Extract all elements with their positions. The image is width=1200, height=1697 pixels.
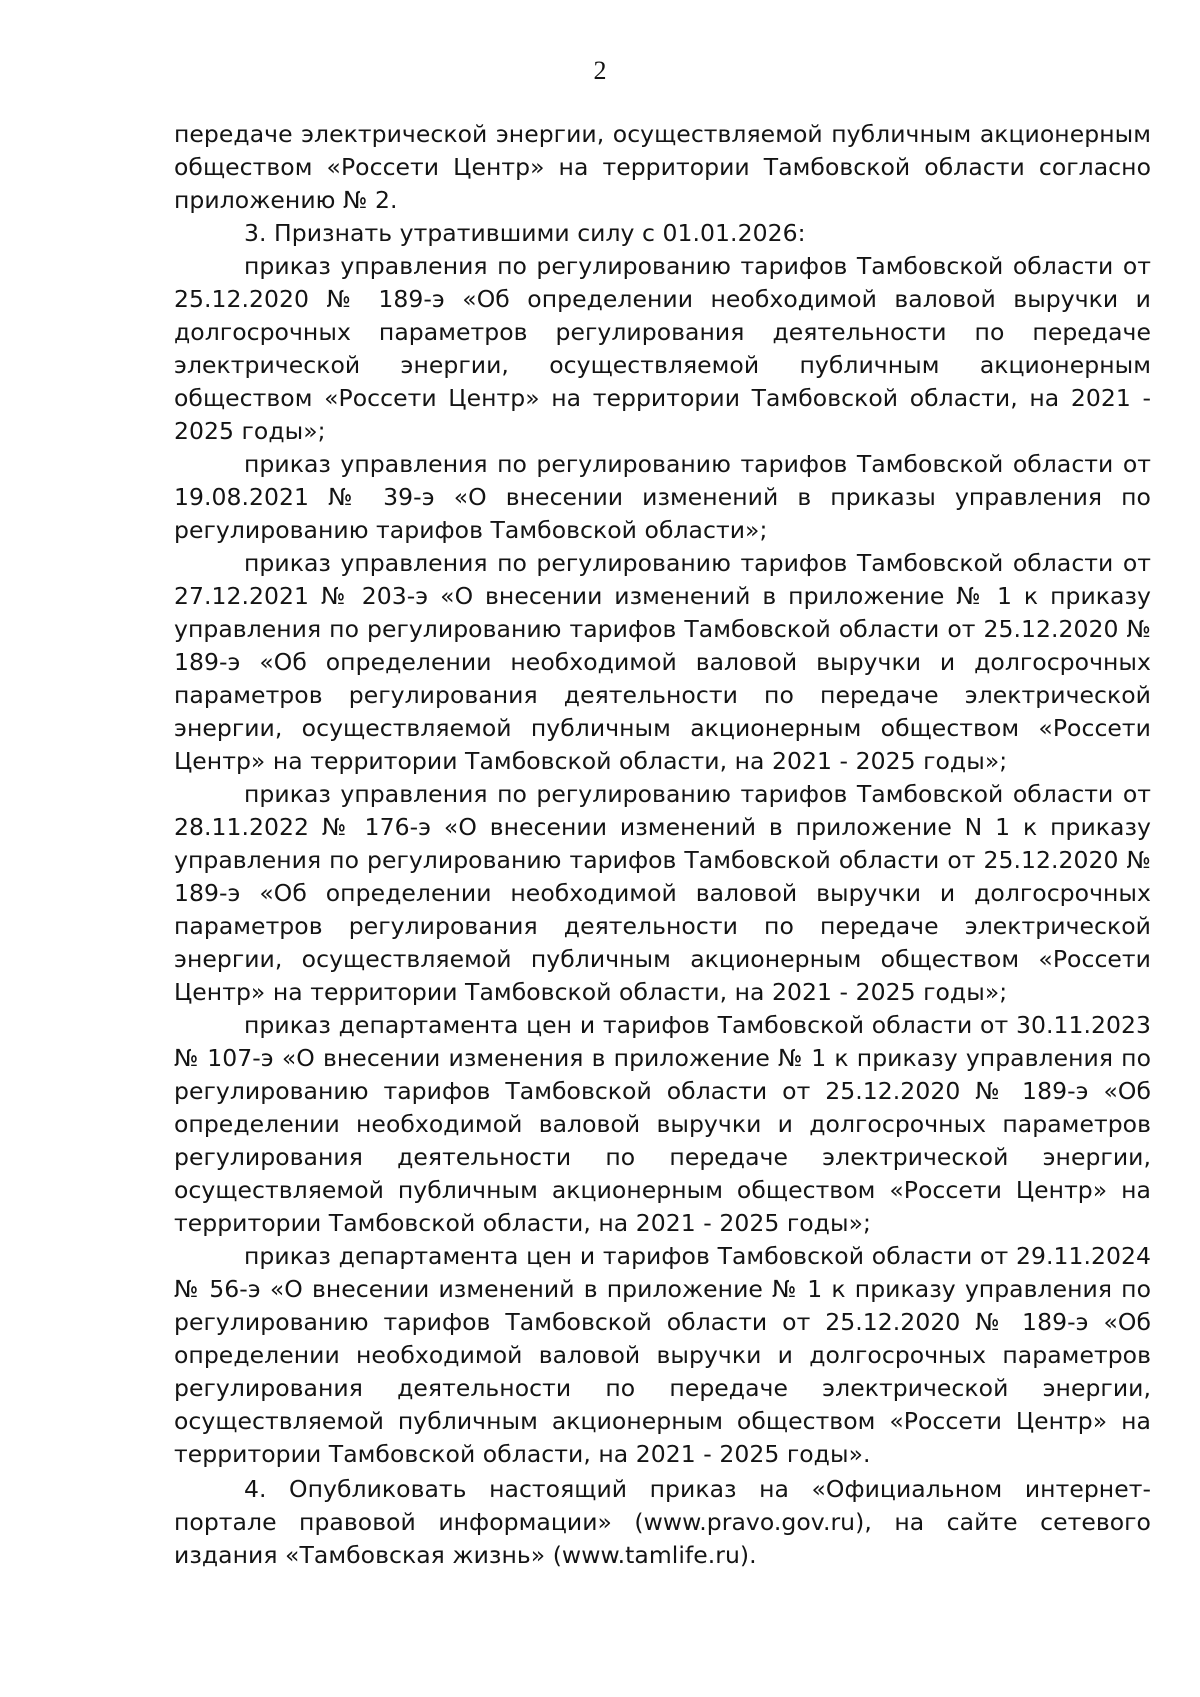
paragraph-order-176e: приказ управления по регулированию тарифов Тамбовской области от 28.11.2022 № 176-э «О внесении изменений в приложение N 1 к приказу управления по регулированию тарифов Тамбовской области от 25.12.2020 № 189-э «Об определении необходимой валовой выручки и долгосрочных параметров регулирования деятельности по передаче электрической энергии, осуществляемой публичным акционерным обществом «Россети Центр» на территории Тамбовской области, на 2021 - 2025 годы»; [174, 780, 1151, 1006]
document-body [174, 118, 1151, 1572]
paragraph-order-189e: приказ управления по регулированию тарифов Тамбовской области от 25.12.2020 № 189-э «Об определении необходимой валовой выручки и долгосрочных параметров регулирования деятельности по передаче электрической энергии, осуществляемой публичным акционерным обществом «Россети Центр» на территории Тамбовской области, на 2021 - 2025 годы»; [174, 252, 1151, 445]
paragraph-item-4-publication: 4. Опубликовать настоящий приказ на «Официальном интернет-портале правовой информации» (www.pravo.gov.ru), на сайте сетевого издания «Тамбовская жизнь» (www.tamlife.ru). [174, 1475, 1151, 1569]
paragraph-order-56e: приказ департамента цен и тарифов Тамбовской области от 29.11.2024 № 56-э «О внесении изменений в приложение № 1 к приказу управления по регулированию тарифов Тамбовской области от 25.12.2020 № 189-э «Об определении необходимой валовой выручки и долгосрочных параметров регулирования деятельности по передаче электрической энергии, осуществляемой публичным акционерным обществом «Россети Центр» на территории Тамбовской области, на 2021 - 2025 годы». [174, 1242, 1151, 1468]
paragraph-order-203e: приказ управления по регулированию тарифов Тамбовской области от 27.12.2021 № 203-э «О внесении изменений в приложение № 1 к приказу управления по регулированию тарифов Тамбовской области от 25.12.2020 № 189-э «Об определении необходимой валовой выручки и долгосрочных параметров регулирования деятельности по передаче электрической энергии, осуществляемой публичным акционерным обществом «Россети Центр» на территории Тамбовской области, на 2021 - 2025 годы»; [174, 549, 1151, 775]
paragraph-order-107e: приказ департамента цен и тарифов Тамбовской области от 30.11.2023 № 107-э «О внесении изменения в приложение № 1 к приказу управления по регулированию тарифов Тамбовской области от 25.12.2020 № 189-э «Об определении необходимой валовой выручки и долгосрочных параметров регулирования деятельности по передаче электрической энергии, осуществляемой публичным акционерным обществом «Россети Центр» на территории Тамбовской области, на 2021 - 2025 годы»; [174, 1011, 1151, 1237]
paragraph-continuation: передаче электрической энергии, осуществляемой публичным акционерным обществом «Россети Центр» на территории Тамбовской области согласно приложению № 2. [174, 120, 1151, 214]
page-number: 2 [593, 56, 607, 85]
paragraph-item-3-heading: 3. Признать утратившими силу с 01.01.2026: [244, 219, 806, 247]
paragraph-order-39e: приказ управления по регулированию тарифов Тамбовской области от 19.08.2021 № 39-э «О внесении изменений в приказы управления по регулированию тарифов Тамбовской области»; [174, 450, 1151, 544]
